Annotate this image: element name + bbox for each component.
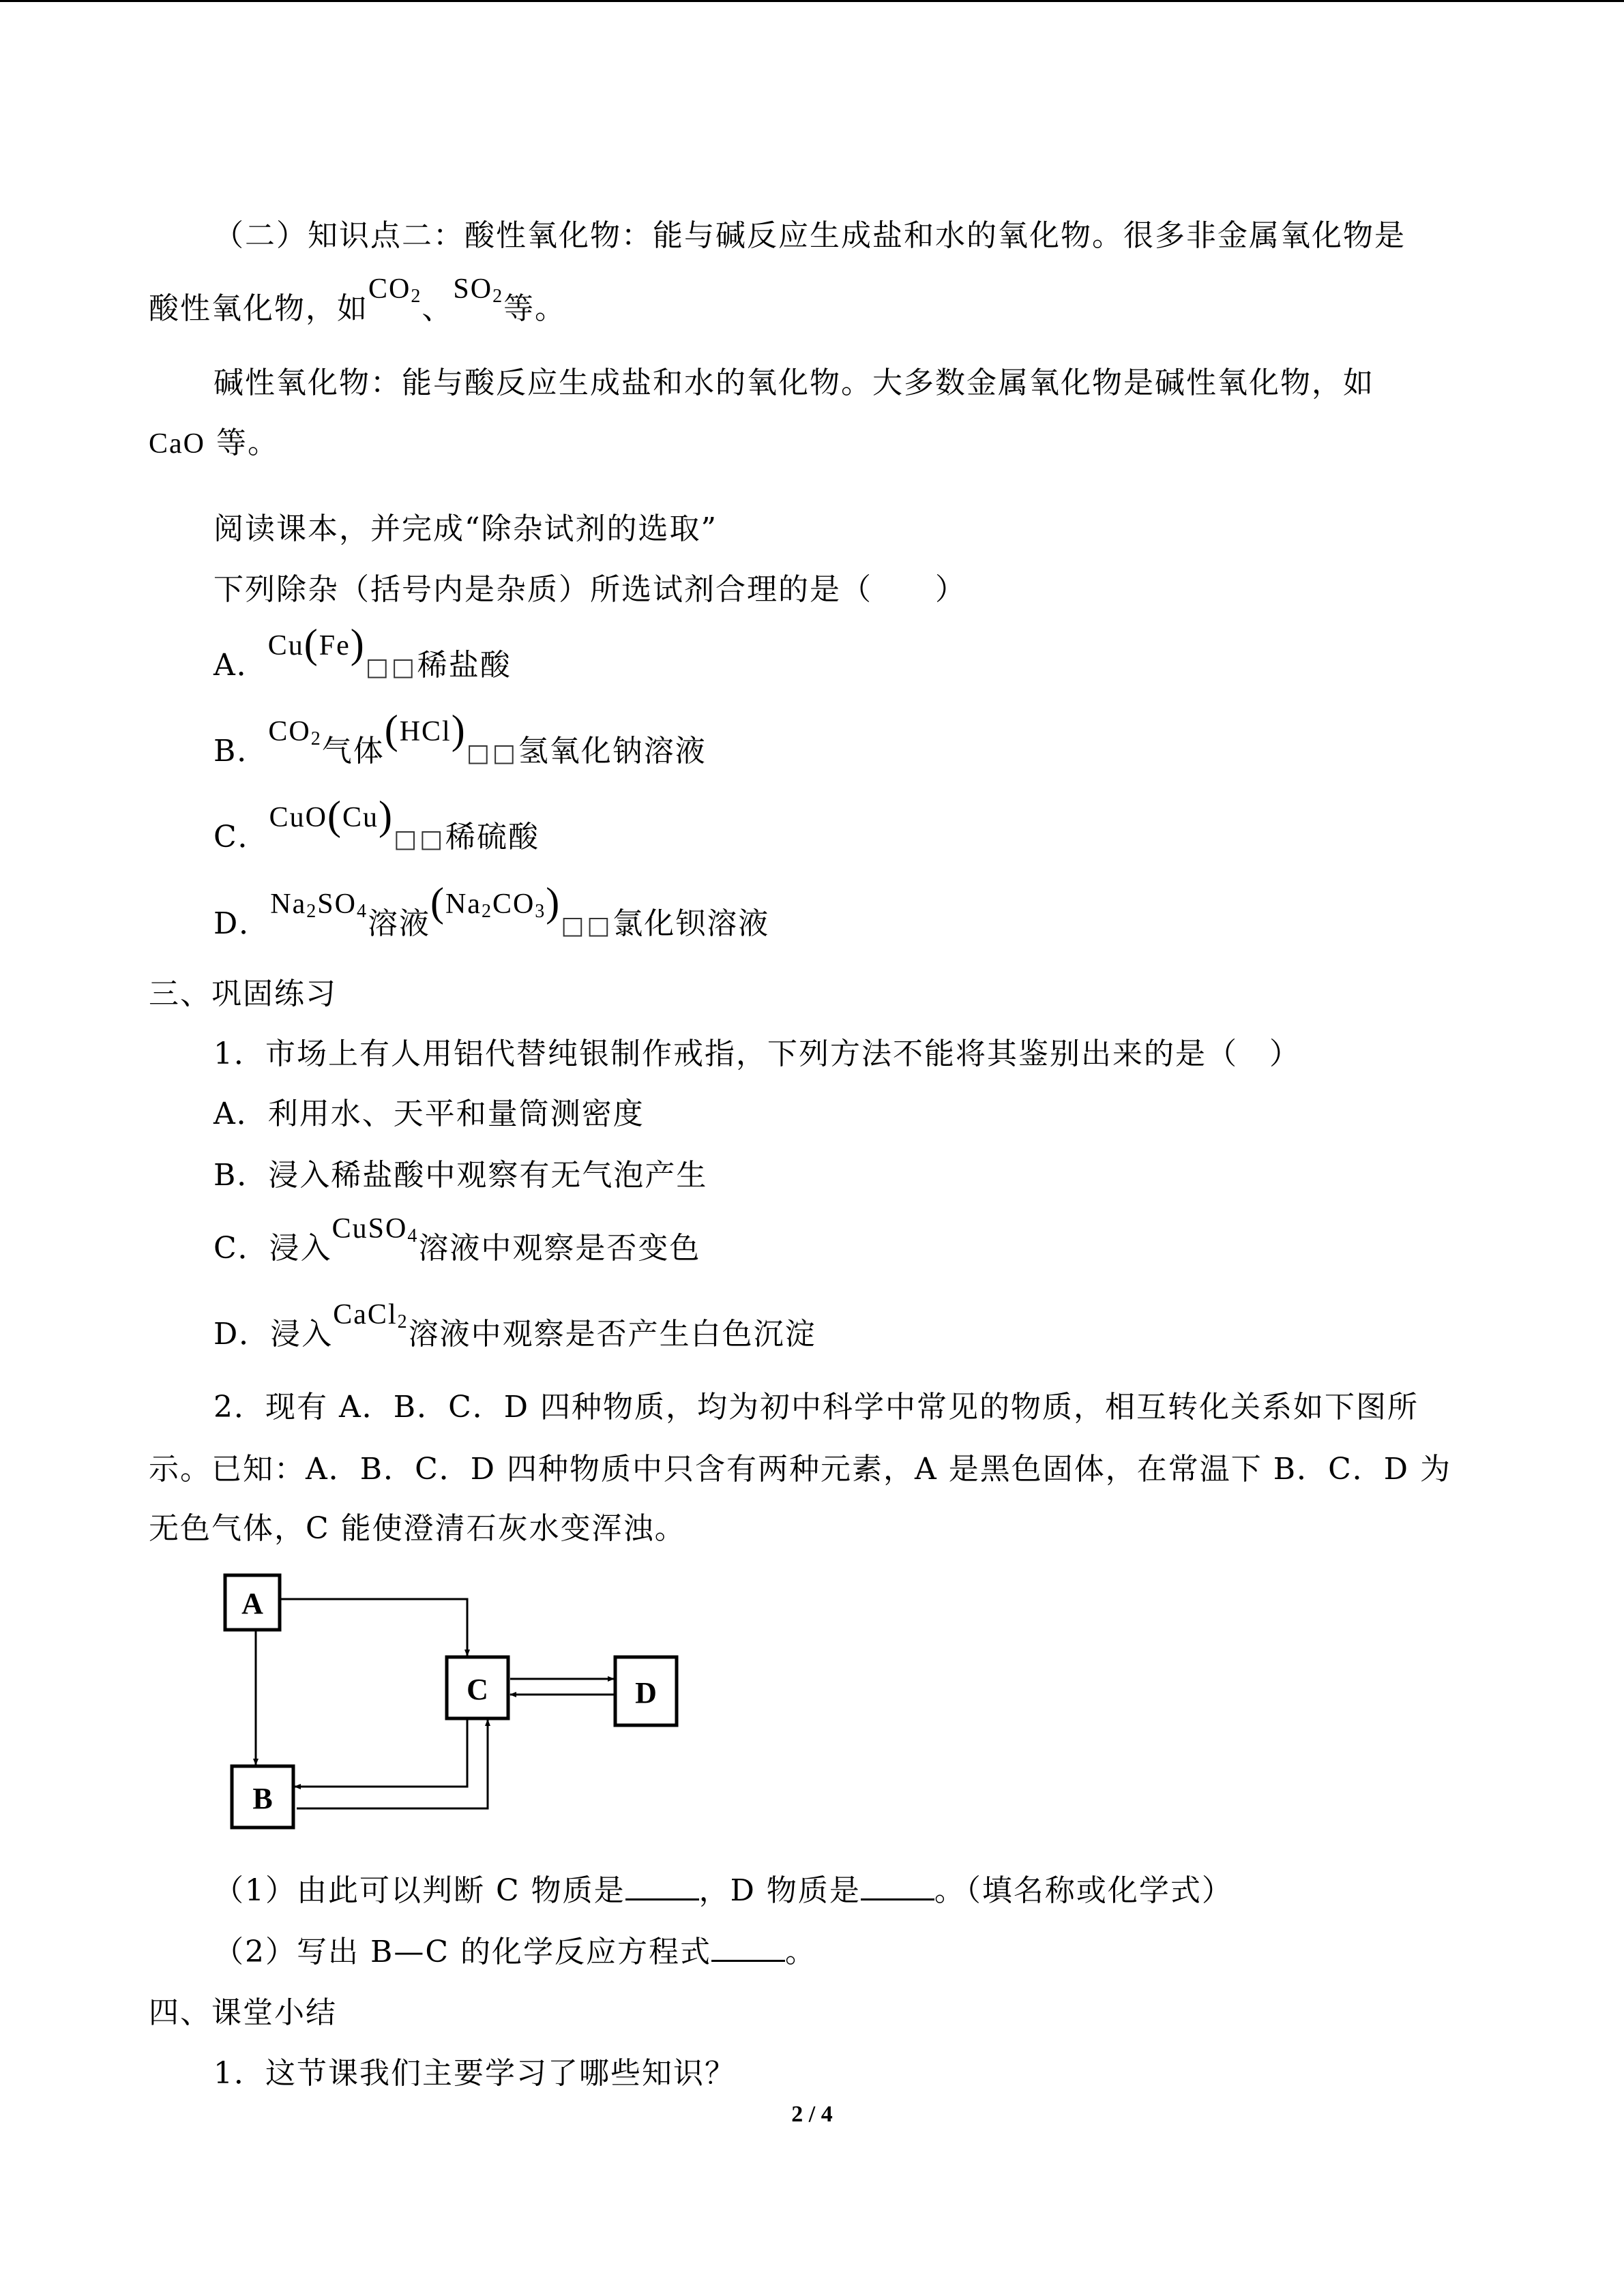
arrow-a-to-c (280, 1599, 467, 1656)
q2-line2: 示。已知：A．B．C．D 四种物质中只含有两种元素，A 是黑色固体，在常温下 B．C．D 为 (149, 1452, 1452, 1487)
option-c: C．CuO(Cu)□□稀硫酸 (213, 793, 540, 854)
label-a: A (241, 1587, 263, 1620)
read-instruction: 阅读课本，并完成“除杂试剂的选取” (213, 511, 718, 546)
kp2-line1: （二）知识点二：酸性氧化物：能与碱反应生成盐和水的氧化物。很多非金属氧化物是 (213, 218, 1406, 253)
label-b: B (252, 1782, 273, 1815)
kp2-basic-line1: 碱性氧化物：能与酸反应生成盐和水的氧化物。大多数金属氧化物是碱性氧化物，如 (213, 366, 1374, 400)
option-d: D．$Na_2SO_4$溶液$(Na_2CO_3)□□$氯化钡溶液 (213, 880, 770, 941)
page-number: 2 / 4 (791, 2102, 833, 2127)
label-d: D (635, 1676, 657, 1710)
arrow-c-to-b (295, 1720, 467, 1787)
arrow-b-to-c (297, 1720, 488, 1808)
q1-stem: 1．市场上有人用铝代替纯银制作戒指，下列方法不能将其鉴别出来的是（ ） (213, 1037, 1301, 1071)
summary-q1: 1．这节课我们主要学习了哪些知识？ (213, 2056, 736, 2091)
label-c: C (467, 1673, 488, 1706)
answer-blank-d[interactable] (861, 1871, 934, 1900)
q2-line1: 2．现有 A．B．C．D 四种物质，均为初中科学中常见的物质，相互转化关系如下图所 (213, 1390, 1419, 1425)
answer-blank-c[interactable] (625, 1871, 699, 1900)
q1-option-a: A．利用水、天平和量筒测密度 (213, 1097, 645, 1131)
kp2-line2: 酸性氧化物，如$CO_2$、$SO_2$等。 (149, 273, 567, 326)
q1-option-d: D．浸入CaCl$_2$溶液中观察是否产生白色沉淀 (213, 1299, 816, 1352)
kp2-basic-line2: CaO 等。 (149, 426, 279, 460)
q2-sub1: （1）由此可以判断 C 物质是 ，D 物质是 。（填名称或化学式） (213, 1871, 1233, 1910)
option-b: B．$CO_2$气体(HCl)□□氢氧化钠溶液 (213, 707, 707, 769)
option-a: A．Cu(Fe)□□稀盐酸 (213, 621, 512, 683)
conversion-diagram (205, 1562, 696, 1848)
q1-option-b: B．浸入稀盐酸中观察有无气泡产生 (213, 1158, 708, 1193)
section3-title: 三、巩固练习 (149, 976, 337, 1011)
q1-option-c: C．浸入CuSO$_4$溶液中观察是否变色 (213, 1213, 701, 1266)
answer-blank-equation[interactable] (711, 1933, 785, 1962)
impurity-question: 下列除杂（括号内是杂质）所选试剂合理的是（ ） (213, 572, 966, 607)
q2-line3: 无色气体，C 能使澄清石灰水变浑浊。 (149, 1511, 686, 1546)
section4-title: 四、课堂小结 (149, 1995, 337, 2030)
q2-sub2: （2）写出 B—C 的化学反应方程式 。 (213, 1933, 816, 1971)
